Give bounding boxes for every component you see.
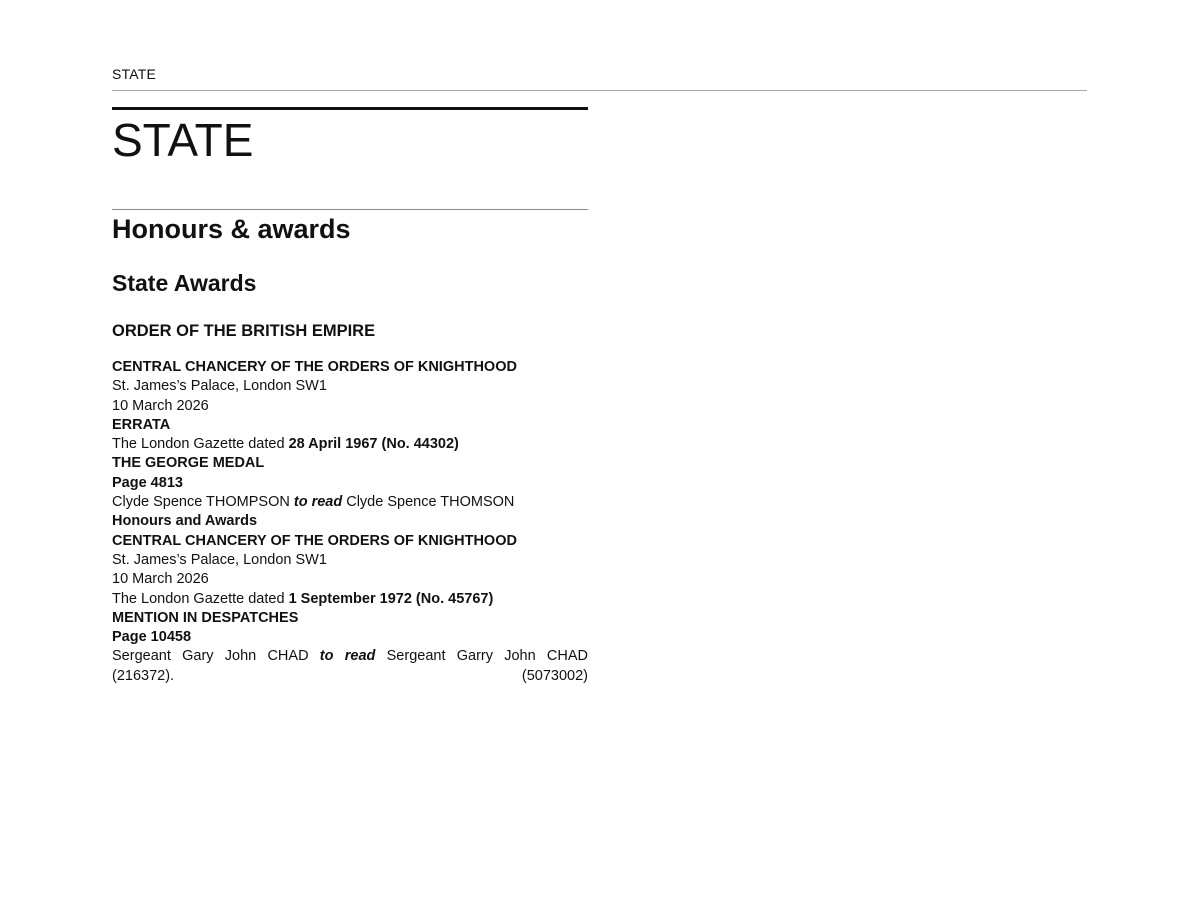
heading-state-awards: State Awards — [112, 270, 257, 296]
gazette-reference: 1 September 1972 (No. 45767) — [288, 590, 494, 607]
issuer-line: CENTRAL CHANCERY OF THE ORDERS OF KNIGHTHOOD — [112, 359, 517, 375]
gazette-line — [112, 590, 588, 609]
gazette-prefix: The London Gazette dated — [112, 590, 289, 607]
award-title: MENTION IN DESPATCHES — [112, 609, 299, 626]
correction-line — [112, 493, 588, 512]
gazette-prefix: The London Gazette dated — [112, 436, 289, 453]
correction-line — [112, 647, 588, 666]
gazette-reference: 28 April 1967 (No. 44302) — [288, 436, 459, 453]
correction-continuation — [112, 667, 588, 686]
notice-body — [112, 358, 588, 686]
gazette-line — [112, 435, 588, 454]
address-line: St. James’s Palace, London SW1 — [112, 551, 327, 568]
to-read-phrase: to read — [293, 494, 343, 511]
page-reference: Page 10458 — [112, 629, 192, 646]
honours-label: Honours and Awards — [112, 513, 258, 530]
errata-label: ERRATA — [112, 416, 171, 433]
service-number-old: (216372). — [112, 667, 175, 684]
running-head-rule — [112, 90, 1087, 91]
correction-from: Clyde Spence THOMPSON — [112, 494, 294, 511]
heading-honours-awards: Honours & awards — [112, 214, 351, 244]
correction-to: Clyde Spence THOMSON — [342, 494, 515, 511]
correction-from: Sergeant Gary John CHAD — [112, 648, 309, 665]
service-number-new: (5073002) — [521, 667, 588, 684]
issuer-line: CENTRAL CHANCERY OF THE ORDERS OF KNIGHTHOOD — [112, 532, 517, 549]
heading-order: ORDER OF THE BRITISH EMPIRE — [112, 322, 376, 340]
address-line: St. James’s Palace, London SW1 — [112, 378, 327, 395]
date-line: 10 March 2026 — [112, 397, 209, 414]
notice-column — [112, 107, 588, 686]
date-line: 10 March 2026 — [112, 571, 209, 588]
award-title: THE GEORGE MEDAL — [112, 455, 265, 472]
section-rule — [112, 107, 588, 110]
subsection-rule — [112, 209, 588, 210]
to-read-phrase: to read — [319, 648, 376, 665]
page-reference: Page 4813 — [112, 474, 183, 491]
section-title: STATE — [112, 114, 254, 166]
running-head: STATE — [112, 66, 157, 82]
correction-to: Sergeant Garry John CHAD — [386, 648, 589, 665]
